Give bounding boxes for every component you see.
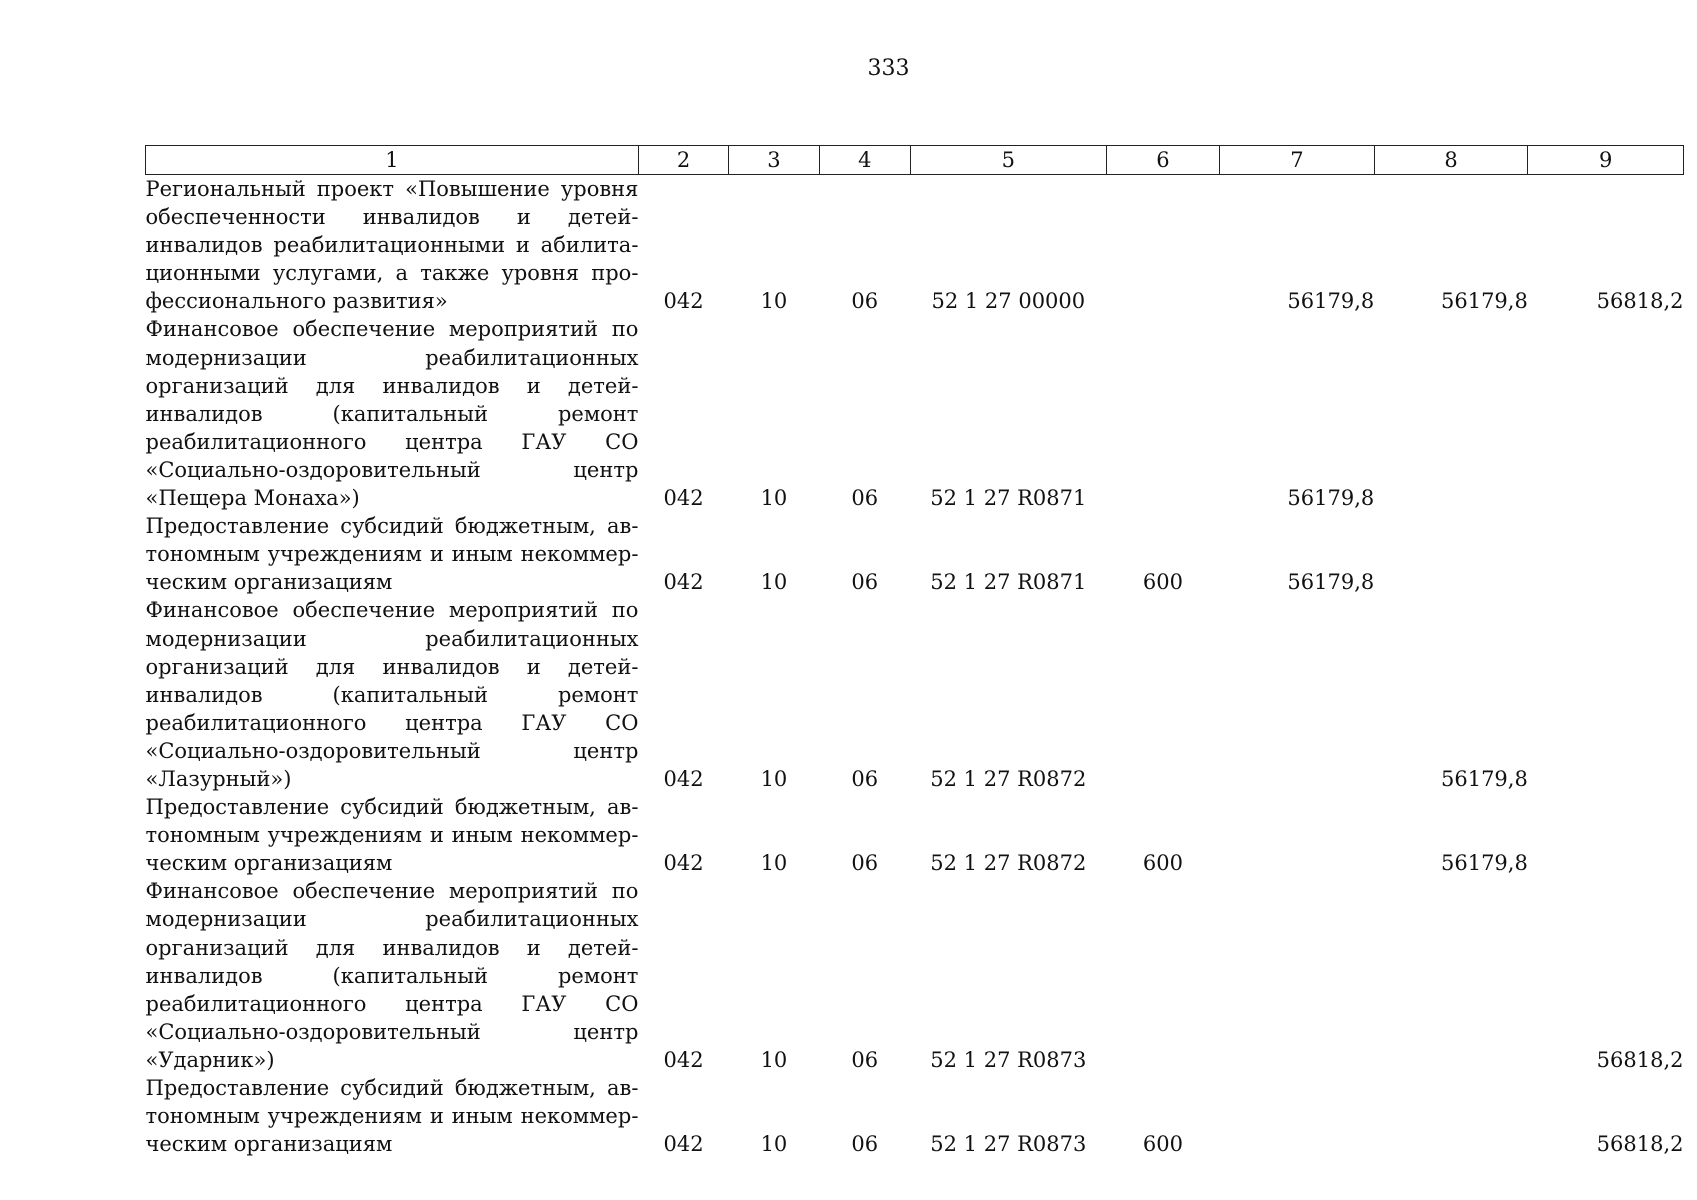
cell-target-article: 52 1 27 R0871 [930,570,1087,595]
cell-amount-7: 56179,8 [1287,570,1375,595]
cell-amount-9: 56818,2 [1596,1047,1684,1072]
row-description: Региональный проект «Повышение уровня обеспеченности инвалидов и детей-инвалидов реабилитационными и абилитационными услугами, а также уровня профессионального развития» [145,177,639,314]
cell-subsection: 06 [851,486,879,511]
cell-section: 10 [760,486,788,511]
cell-target-article: 52 1 27 R0871 [930,486,1087,511]
cell-expense-type [1106,175,1219,316]
cell-ministry-code: 042 [663,1132,704,1157]
cell-amount-9: 56818,2 [1596,289,1684,314]
table-row [146,315,1684,512]
cell-target-article: 52 1 27 00000 [931,289,1086,314]
cell-expense-type: 600 [1142,1132,1183,1157]
cell-amount-8: 56179,8 [1440,851,1528,876]
page-number: 333 [867,56,910,81]
cell-target-article: 52 1 27 R0872 [930,766,1087,791]
cell-subsection: 06 [851,289,879,314]
cell-amount-8: 56179,8 [1440,766,1528,791]
cell-section: 10 [760,1132,788,1157]
cell-amount-9: 56818,2 [1596,1132,1684,1157]
cell-section: 10 [760,570,788,595]
cell-ministry-code: 042 [663,486,704,511]
cell-ministry-code: 042 [663,851,704,876]
table-row [146,512,1684,596]
table-row [146,596,1684,793]
cell-ministry-code: 042 [663,1047,704,1072]
column-header-9: 9 [1528,146,1684,175]
cell-amount-9 [1528,315,1684,512]
cell-subsection: 06 [851,766,879,791]
column-header-6: 6 [1106,146,1219,175]
budget-table [145,145,1684,1158]
cell-expense-type: 600 [1142,570,1183,595]
table-row [146,793,1684,877]
cell-amount-8 [1374,315,1528,512]
column-header-1: 1 [146,146,639,175]
cell-target-article: 52 1 27 R0872 [930,851,1087,876]
cell-expense-type [1106,315,1219,512]
cell-amount-7 [1220,1074,1375,1158]
cell-amount-7: 56179,8 [1287,289,1375,314]
cell-subsection: 06 [851,1047,879,1072]
cell-amount-9 [1528,512,1684,596]
column-header-4: 4 [819,146,910,175]
cell-amount-9 [1528,793,1684,877]
cell-amount-7 [1220,793,1375,877]
column-header-row [146,146,1684,175]
cell-target-article: 52 1 27 R0873 [930,1047,1087,1072]
cell-amount-7: 56179,8 [1287,486,1375,511]
column-header-5: 5 [910,146,1106,175]
table-row [146,1074,1684,1158]
table-row [146,877,1684,1074]
cell-amount-8 [1374,877,1528,1074]
row-description: Предоставление субсидий бюджетным, автономным учреждениям и иным некоммерческим организациям [145,795,639,876]
table-row [146,175,1684,316]
column-header-2: 2 [638,146,728,175]
row-description: Финансовое обеспечение мероприятий по модернизации реабилитационных организаций для инвалидов и детей-инвалидов (капитальный ремонт реабилитационного центра ГАУ СО «Социально-оздоровительный центр «Пещера Монаха») [145,317,639,511]
cell-amount-9 [1528,596,1684,793]
cell-amount-8 [1374,512,1528,596]
cell-section: 10 [760,766,788,791]
cell-section: 10 [760,1047,788,1072]
cell-expense-type: 600 [1142,851,1183,876]
cell-amount-8: 56179,8 [1440,289,1528,314]
row-description: Финансовое обеспечение мероприятий по модернизации реабилитационных организаций для инвалидов и детей-инвалидов (капитальный ремонт реабилитационного центра ГАУ СО «Социально-оздоровительный центр «Лазурный») [145,598,639,791]
cell-subsection: 06 [851,1132,879,1157]
cell-amount-8 [1374,1074,1528,1158]
cell-expense-type [1106,596,1219,793]
cell-expense-type [1106,877,1219,1074]
cell-section: 10 [760,289,788,314]
column-header-3: 3 [729,146,819,175]
cell-target-article: 52 1 27 R0873 [930,1132,1087,1157]
cell-subsection: 06 [851,570,879,595]
row-description: Предоставление субсидий бюджетным, автономным учреждениям и иным некоммерческим организациям [145,1076,639,1157]
row-description: Предоставление субсидий бюджетным, автономным учреждениям и иным некоммерческим организациям [145,514,639,595]
cell-amount-7 [1220,596,1375,793]
cell-ministry-code: 042 [663,766,704,791]
cell-section: 10 [760,851,788,876]
cell-amount-7 [1220,877,1375,1074]
cell-ministry-code: 042 [663,289,704,314]
cell-ministry-code: 042 [663,570,704,595]
cell-subsection: 06 [851,851,879,876]
column-header-7: 7 [1220,146,1375,175]
row-description: Финансовое обеспечение мероприятий по модернизации реабилитационных организаций для инвалидов и детей-инвалидов (капитальный ремонт реабилитационного центра ГАУ СО «Социально-оздоровительный центр «Ударник») [145,879,639,1072]
column-header-8: 8 [1374,146,1528,175]
